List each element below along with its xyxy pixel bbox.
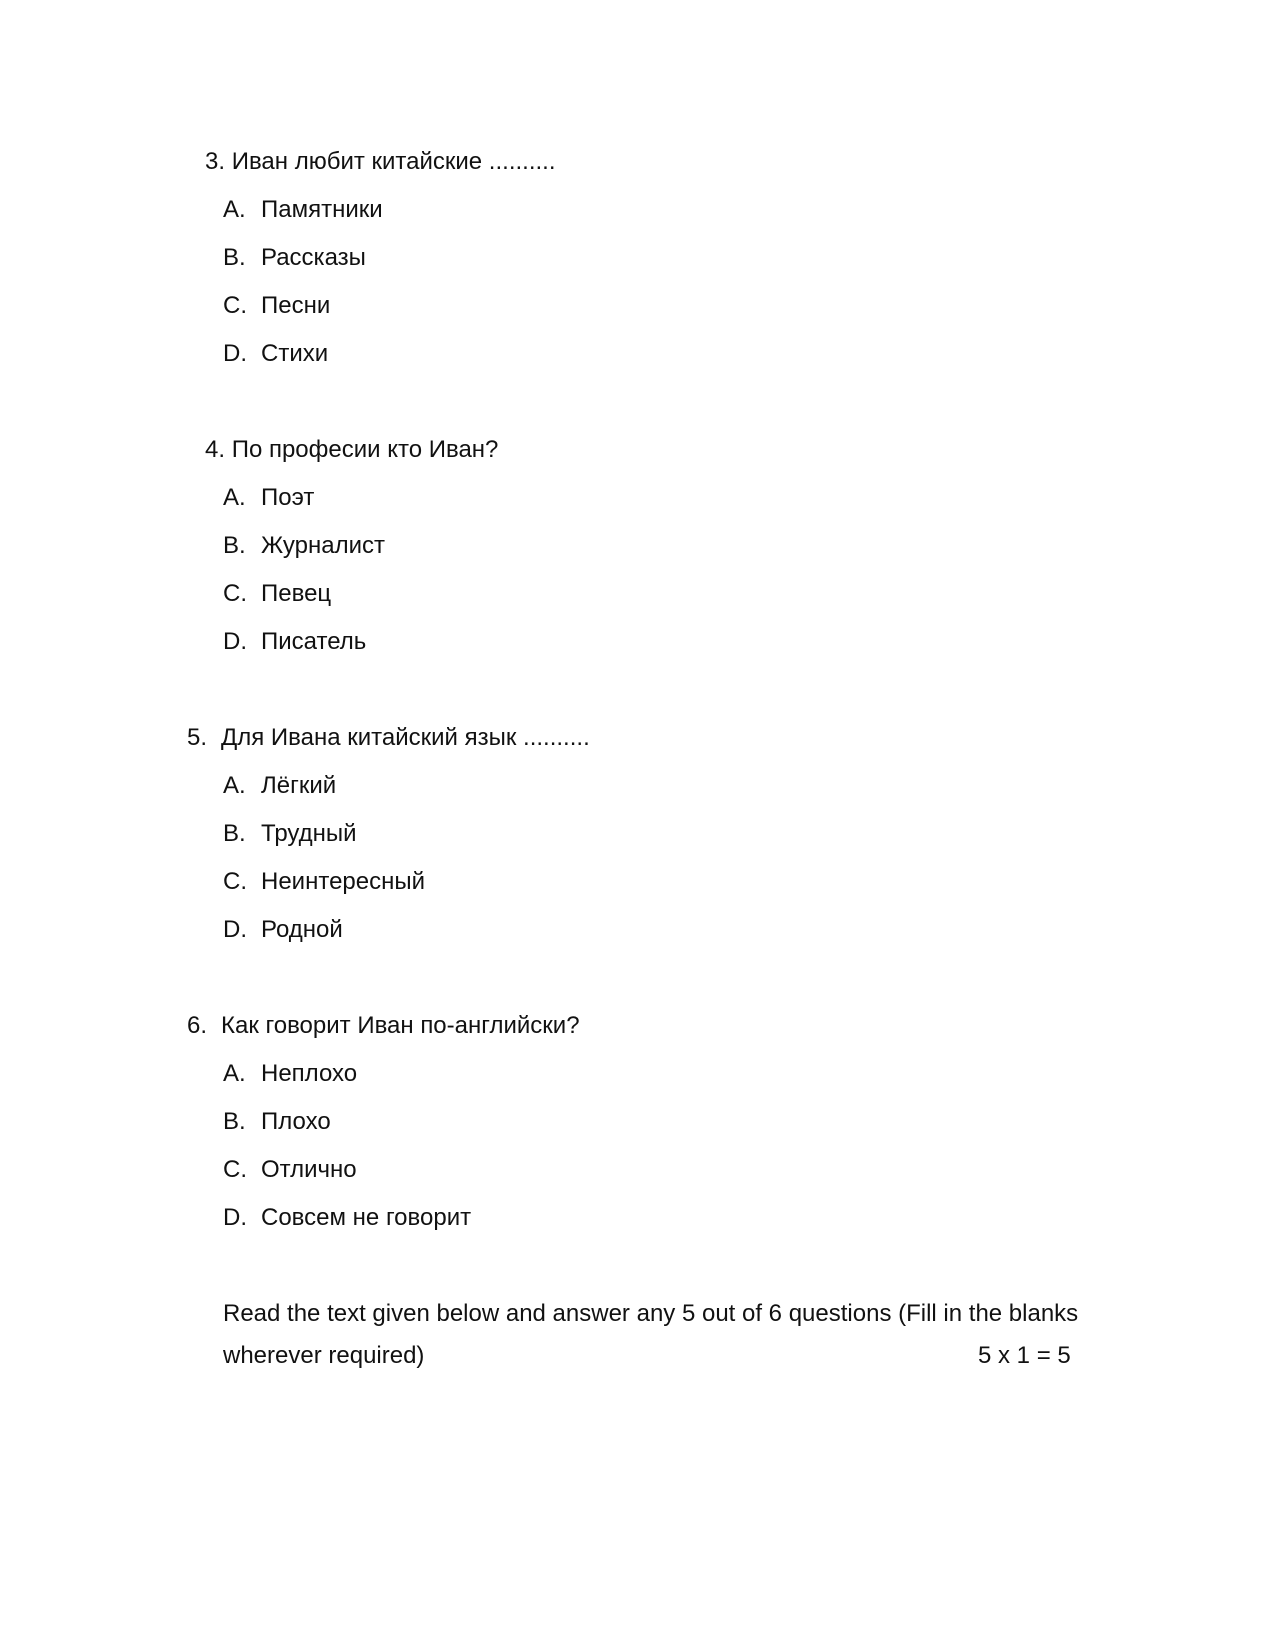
- option-letter: C.: [223, 580, 247, 607]
- option-text: Совсем не говорит: [261, 1204, 472, 1231]
- instruction-line-1: Read the text given below and answer any 5 out of 6 questions (Fill in the blanks: [223, 1300, 1079, 1327]
- option-letter: A.: [223, 196, 246, 223]
- option-4a: [223, 484, 314, 512]
- option-3d: [223, 340, 328, 368]
- question-number: 4.: [205, 436, 226, 463]
- option-4d: [223, 628, 366, 656]
- option-text: Певец: [261, 580, 332, 607]
- option-letter: C.: [223, 292, 247, 319]
- question-4: [205, 436, 498, 464]
- option-text: Лёгкий: [261, 772, 337, 799]
- option-3c: [223, 292, 330, 320]
- option-text: Песни: [261, 292, 331, 319]
- option-text: Памятники: [261, 196, 383, 223]
- option-6b: [223, 1108, 331, 1136]
- option-text: Отлично: [261, 1156, 357, 1183]
- question-text: По професии кто Иван?: [231, 436, 499, 463]
- option-letter: A.: [223, 772, 246, 799]
- option-3a: [223, 196, 383, 224]
- option-6c: [223, 1156, 357, 1184]
- option-letter: C.: [223, 1156, 247, 1183]
- question-number: 3.: [205, 148, 226, 175]
- option-4b: [223, 532, 385, 560]
- option-6d: [223, 1204, 471, 1232]
- question-3: [205, 148, 556, 176]
- question-6: [187, 1012, 580, 1040]
- question-5: [187, 724, 590, 752]
- option-text: Поэт: [261, 484, 315, 511]
- option-letter: D.: [223, 1204, 247, 1231]
- option-text: Стихи: [261, 340, 329, 367]
- option-5c: [223, 868, 425, 896]
- option-5b: [223, 820, 357, 848]
- option-letter: C.: [223, 868, 247, 895]
- option-letter: D.: [223, 628, 247, 655]
- option-text: Рассказы: [261, 244, 366, 271]
- option-5d: [223, 916, 343, 944]
- option-letter: D.: [223, 340, 247, 367]
- option-4c: [223, 580, 331, 608]
- option-letter: A.: [223, 484, 246, 511]
- option-5a: [223, 772, 336, 800]
- option-text: Журналист: [261, 532, 385, 559]
- question-number: 6.: [187, 1012, 208, 1039]
- option-text: Неинтересный: [261, 868, 426, 895]
- option-letter: D.: [223, 916, 247, 943]
- option-letter: B.: [223, 532, 246, 559]
- option-letter: A.: [223, 1060, 246, 1087]
- option-text: Писатель: [261, 628, 367, 655]
- instruction-line-2: wherever required): [223, 1342, 425, 1369]
- option-text: Плохо: [261, 1108, 331, 1135]
- option-6a: [223, 1060, 357, 1088]
- marks-allocation: 5 x 1 = 5: [978, 1342, 1071, 1369]
- option-text: Родной: [261, 916, 343, 943]
- option-text: Неплохо: [261, 1060, 358, 1087]
- question-text: Как говорит Иван по-английски?: [221, 1012, 580, 1039]
- question-number: 5.: [187, 724, 208, 751]
- option-text: Трудный: [261, 820, 357, 847]
- option-letter: B.: [223, 244, 246, 271]
- option-letter: B.: [223, 820, 246, 847]
- question-text: Для Ивана китайский язык ..........: [221, 724, 590, 751]
- option-letter: B.: [223, 1108, 246, 1135]
- question-text: Иван любит китайские ..........: [231, 148, 556, 175]
- option-3b: [223, 244, 366, 272]
